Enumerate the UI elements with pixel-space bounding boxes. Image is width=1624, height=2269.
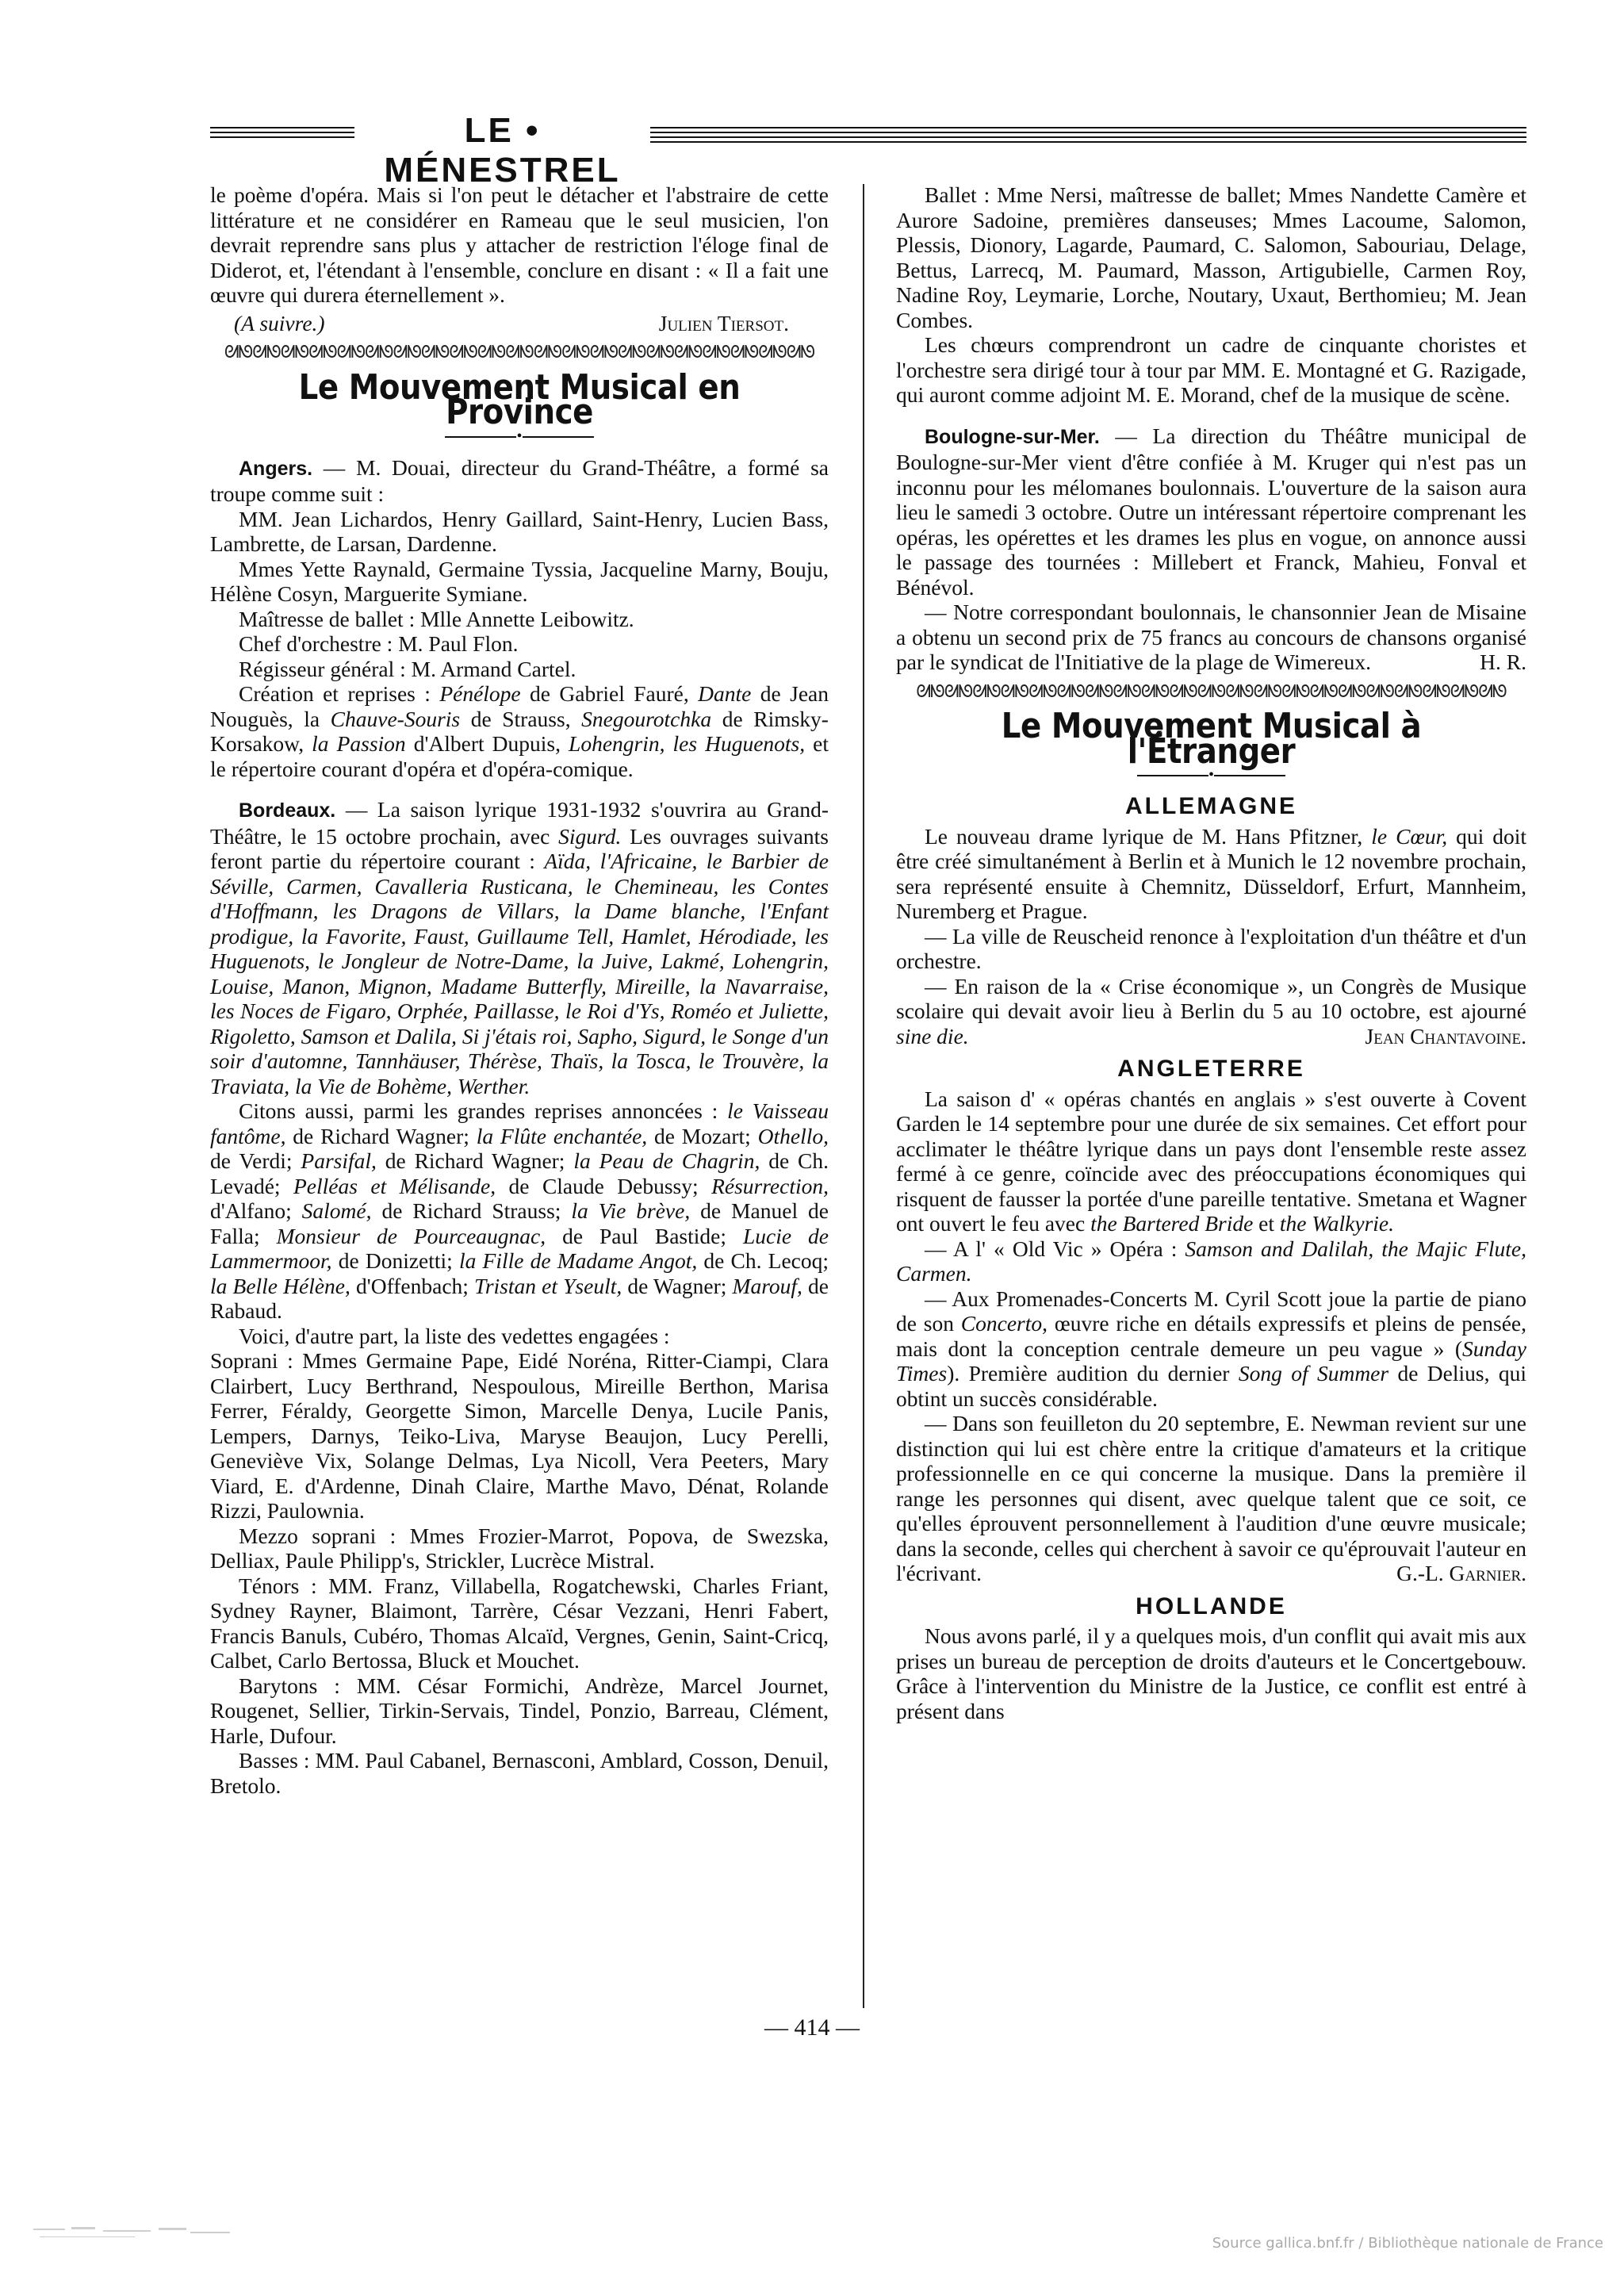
bordeaux-basses: Basses : MM. Paul Cabanel, Bernasconi, Amblard, Cosson, Denuil, Bretolo. <box>210 1748 829 1798</box>
reprises-fragment: Parsifal, <box>301 1148 377 1173</box>
reprises-fragment: d'Alfano; <box>210 1198 302 1223</box>
scan-noise <box>32 2213 238 2244</box>
boulogne-paragraph: Boulogne-sur-Mer. — La direction du Théâtre municipal de Boulogne-sur-Mer vient d'être confiée à M. Kruger qui n'est pas un inconnu pour les mélomanes boulonnais. L'ouverture de la saison aura lieu le samedi 3 octobre. Outre un intéressant répertoire comprenant les opéras, les opérettes et les drames les plus en vogue, on annonce aussi le passage des tournées : Millebert et Franck, Mahieu, Fonval et Bénévol. <box>896 423 1526 600</box>
reprises-fragment: de Rabaud. <box>210 1273 829 1323</box>
reprises-fragment: Résurrection, <box>711 1173 829 1198</box>
bordeaux-soprani: Soprani : Mmes Germaine Pape, Eidé Noréna, Ritter-Ciampi, Clara Clairbert, Lucy Berthrand, Nespoulous, Mireille Berthon, Marisa Ferrer, Féraldy, Georgette Simon, Marcelle Denya, Lucile Panis, Lempers, Darnys, Teiko-Liva, Maryse Beaujon, Lucy Perelli, Geneviève Vix, Solange Delmas, Lya Nicoll, Vera Peeters, Mary Viard, E. d'Ardenne, Dinah Claire, Marthe Mavo, Dénat, Rolande Rizzi, Paulownia. <box>210 1348 829 1523</box>
reprises-fragment: Salomé, <box>301 1198 372 1223</box>
hollande-p1: Nous avons parlé, il y a quelques mois, d'un conflit qui avait mis aux prises un bureau de perception de droits d'auteurs et le Concertgebouw. Grâce à l'intervention du Ministre de la Justice, ce conflit est entré à présent dans <box>896 1623 1526 1723</box>
bordeaux-vedettes: Voici, d'autre part, la liste des vedettes engagées : <box>239 1323 670 1348</box>
country-hollande: HOLLANDE <box>1136 1593 1287 1619</box>
title-rule: • <box>210 428 829 444</box>
page-number: — 414 — <box>764 2014 860 2041</box>
angers-mmes: Mmes Yette Raynald, Germaine Tyssia, Jacqueline Marny, Bouju, Hélène Cosyn, Marguerite Symiane. <box>210 556 829 606</box>
boulogne-note: — Notre correspondant boulonnais, le chansonnier Jean de Misaine a obtenu un second prix de 75 francs au concours de chansons organisé par le syndicat de l'Initiative de la plage de Wimereux. H. R. <box>896 600 1526 674</box>
city-angers: Angers. <box>239 457 313 480</box>
header-rule-right <box>650 127 1526 144</box>
running-header <box>210 111 1526 190</box>
right-column <box>896 182 1526 1723</box>
ornament-divider: ᘛᘚᘛᘚᘛᘚᘛᘚᘛᘚᘛᘚᘛᘚᘛᘚᘛᘚᘛᘚᘛᘚᘛᘚᘛᘚᘛᘚᘛᘚᘛᘚᘛᘚᘛᘚᘛᘚᘛᘚᘛᘚ <box>224 343 815 362</box>
angleterre-p2: — A l' « Old Vic » Opéra : Samson and Dalilah, the Majic Flute, Carmen. <box>896 1236 1526 1286</box>
reprises-fragment: la Flûte enchantée, <box>476 1123 648 1148</box>
reprises-fragment: de Mozart; <box>647 1123 758 1148</box>
city-bordeaux: Bordeaux. <box>239 799 336 822</box>
title-rule: • <box>896 767 1526 783</box>
allemagne-p1: Le nouveau drame lyrique de M. Hans Pfitzner, le Cœur, qui doit être créé simultanément à Berlin et à Munich le 12 novembre prochain, sera représenté ensuite à Chemnitz, Düsseldorf, Erfurt, Mannheim, Nuremberg et Prague. <box>896 823 1526 923</box>
reprises-fragment: Monsieur de Pourceaugnac, <box>276 1223 546 1248</box>
reprises-fragment: Pelléas et Mélisande, <box>293 1173 496 1198</box>
reprises-fragment: Marouf, <box>732 1273 802 1298</box>
boulogne-signature: H. R. <box>1480 650 1526 674</box>
bordeaux-reprises <box>210 1098 829 1324</box>
angleterre-p4: — Dans son feuilleton du 20 septembre, E. Newman revient sur une distinction qui lui est chère entre la critique d'amateurs et la critique professionnelle en ce qui concerne la musique. Dans la première il range les personnes qui disent, avec quelque talent que ce soit, ce qu'elles éprouvent personnellement à l'audition d'une œuvre musicale; dans la seconde, celles qui cherchent à savoir ce qu'éprouvait l'auteur en l'écrivant. G.-L. Garnier. <box>896 1411 1526 1585</box>
allemagne-signature: Jean Chantavoine. <box>1365 1023 1526 1048</box>
intro-paragraph: le poème d'opéra. Mais si l'on peut le détacher et l'abstraire de cette littérature et ne considérer en Rameau que le seul musicien, l'on devrait reprendre sans plus y attacher de restriction l'éloge final de Diderot, et, l'étendant à l'ensemble, conclure en disant : « Il a fait une œuvre qui durera éternellement ». <box>210 182 829 307</box>
reprises-fragment: Othello, <box>757 1123 829 1148</box>
reprises-fragment: de Ch. Lecoq; <box>697 1248 829 1273</box>
bordeaux-mezzo: Mezzo soprani : Mmes Frozier-Marrot, Popova, de Swezska, Delliax, Paule Philipp's, Strickler, Lucrèce Mistral. <box>210 1523 829 1573</box>
column-divider <box>863 184 864 2008</box>
reprises-fragment: la Fille de Madame Angot, <box>459 1248 698 1273</box>
reprises-fragment: de Donizetti; <box>331 1248 459 1273</box>
reprises-fragment: de Manuel de Falla; <box>210 1198 829 1248</box>
angers-creation: Création et reprises : Pénélope de Gabriel Fauré, Dante de Jean Nouguès, la Chauve-Souris de Strauss, Snegourotchka de Rimsky-Korsakow, la Passion d'Albert Dupuis, Lohengrin, les Huguenots, et le répertoire courant d'opéra et d'opéra-comique. <box>210 681 829 781</box>
bordeaux-choeurs: Les chœurs comprendront un cadre de cinquante choristes et l'orchestre sera dirigé tour à tour par MM. E. Montagné et G. Razigade, qui auront comme adjoint M. E. Morand, chef de la musique de scène. <box>896 332 1526 407</box>
reprises-fragment: Tristan et Yseult, <box>474 1273 622 1298</box>
angleterre-p1: La saison d' « opéras chantés en anglais » s'est ouverte à Covent Garden le 14 septembre pour une durée de six semaines. Cet effort pour acclimater le théâtre lyrique dans un pays dont l'ensemble reste assez fermé à ce genre, coïncide avec des préoccupations économiques qui risquent de fausser la portée d'une pareille tentative. Smetana et Wagner ont ouvert le feu avec the Bartered Bride et the Walkyrie. <box>896 1086 1526 1236</box>
reprises-fragment: d'Offenbach; <box>350 1273 475 1298</box>
section-title-province: Le Mouvement Musical en Province <box>298 366 741 432</box>
reprises-fragment: Lucie de Lammermoor, <box>210 1223 829 1273</box>
ornament-divider: ᘛᘚᘛᘚᘛᘚᘛᘚᘛᘚᘛᘚᘛᘚᘛᘚᘛᘚᘛᘚᘛᘚᘛᘚᘛᘚᘛᘚᘛᘚᘛᘚᘛᘚᘛᘚᘛᘚᘛᘚᘛᘚ <box>916 681 1507 702</box>
reprises-fragment: de Ch. Levadé; <box>210 1148 829 1198</box>
reprises-fragment: de Paul Bastide; <box>546 1223 743 1248</box>
city-boulogne: Boulogne-sur-Mer. <box>925 425 1100 448</box>
bordeaux-tenors: Ténors : MM. Franz, Villabella, Rogatchewski, Charles Friant, Sydney Rayner, Blaimont, Tarrère, César Vezzani, Henri Fabert, Francis Banuls, Cubéro, Thomas Alcaïd, Vergnes, Genin, Saint-Cricq, Calbet, Carlo Bertossa, Bluck et Mouchet. <box>210 1573 829 1673</box>
reprises-fragment: de Richard Wagner; <box>376 1148 574 1173</box>
header-rule-left <box>210 127 354 138</box>
angleterre-signature: G.-L. Garnier. <box>1396 1561 1526 1585</box>
angers-mm: MM. Jean Lichardos, Henry Gaillard, Saint-Henry, Lucien Bass, Lambrette, de Larsan, Dardenne. <box>210 506 829 556</box>
allemagne-p2: — La ville de Reuscheid renonce à l'exploitation d'un théâtre et d'un orchestre. <box>896 923 1526 973</box>
bordeaux-paragraph: Bordeaux. — La saison lyrique 1931-1932 s'ouvrira au Grand-Théâtre, le 15 octobre prochain, avec Sigurd. Les ouvrages suivants feront partie du répertoire courant : Aïda, l'Africaine, le Barbier de Séville, Carmen, Cavalleria Rusticana, le Chemineau, les Contes d'Hoffmann, les Dragons de Villars, la Dame blanche, l'Enfant prodigue, la Favorite, Faust, Guillaume Tell, Hamlet, Hérodiade, les Huguenots, le Jongleur de Notre-Dame, la Juive, Lakmé, Lohengrin, Louise, Manon, Mignon, Madame Butterfly, Mireille, la Navarraise, les Noces de Figaro, Orphée, Paillasse, le Roi d'Ys, Roméo et Juliette, Rigoletto, Samson et Dalila, Si j'étais roi, Sapho, Sigurd, le Songe d'un soir d'automne, Tannhäuser, Thérèse, Thaïs, la Tosca, le Trouvère, la Traviata, la Vie de Bohème, Werther. <box>210 797 829 1098</box>
section-title-etranger: Le Mouvement Musical à l'Étranger <box>1001 706 1422 772</box>
angers-paragraph: Angers. — M. Douai, directeur du Grand-Théâtre, a formé sa troupe comme suit : <box>210 454 829 506</box>
reprises-fragment: de Claude Debussy; <box>496 1173 712 1198</box>
reprises-fragment: la Peau de Chagrin, <box>573 1148 760 1173</box>
reprises-fragment: de Wagner; <box>622 1273 733 1298</box>
bordeaux-barytons: Barytons : MM. César Formichi, Andrèze, Marcel Journet, Rougenet, Sellier, Tirkin-Servais, Tindel, Ponzio, Barreau, Clément, Harle, Dufour. <box>210 1673 829 1748</box>
a-suivre: (A suivre.) <box>234 310 325 335</box>
reprises-fragment: de Verdi; <box>210 1148 301 1173</box>
reprises-fragment: de Richard Strauss; <box>371 1198 572 1223</box>
reprises-fragment: Citons aussi, parmi les grandes reprises annoncées : <box>239 1098 728 1123</box>
left-column <box>210 182 829 1798</box>
allemagne-p3: — En raison de la « Crise économique », un Congrès de Musique scolaire qui devait avoir lieu à Berlin du 5 au 10 octobre, est ajourné sine die. Jean Chantavoine. <box>896 973 1526 1048</box>
reprises-fragment: le Vaisseau fantôme, <box>210 1098 829 1148</box>
journal-title: LE • MÉNESTREL <box>384 111 621 190</box>
bordeaux-ballet: Ballet : Mme Nersi, maîtresse de ballet; Mmes Nandette Camère et Aurore Sadoine, premières danseuses; Mmes Lacoume, Salomon, Plessis, Dionory, Lagarde, Paumard, C. Salomon, Sabouriau, Delage, Bettus, Larrecq, M. Paumard, Masson, Artigubielle, Carmen Roy, Nadine Roy, Leymarie, Lorche, Noutary, Uxaut, Berthomieu; M. Jean Combes. <box>896 182 1526 332</box>
country-allemagne: ALLEMAGNE <box>1125 793 1297 819</box>
source-credit: Source gallica.bnf.fr / Bibliothèque nationale de France <box>1212 2235 1603 2252</box>
country-angleterre: ANGLETERRE <box>1117 1056 1305 1082</box>
continuation-line <box>210 311 829 336</box>
angleterre-p3: — Aux Promenades-Concerts M. Cyril Scott joue la partie de piano de son Concerto, œuvre riche en détails expressifs et pleins de pensée, mais dont la conception centrale demeure un peu vague » (Sunday Times). Première audition du dernier Song of Summer de Delius, qui obtint un succès considérable. <box>896 1286 1526 1411</box>
angers-ballet: Maîtresse de ballet : Mlle Annette Leibowitz. <box>239 606 634 631</box>
author-signature: Julien Tiersot. <box>658 310 789 335</box>
reprises-fragment: la Belle Hélène, <box>210 1273 350 1298</box>
angers-chef: Chef d'orchestre : M. Paul Flon. <box>239 631 519 656</box>
reprises-fragment: la Vie brève, <box>571 1198 691 1223</box>
reprises-fragment: de Richard Wagner; <box>285 1123 477 1148</box>
angers-regisseur: Régisseur général : M. Armand Cartel. <box>239 656 576 681</box>
